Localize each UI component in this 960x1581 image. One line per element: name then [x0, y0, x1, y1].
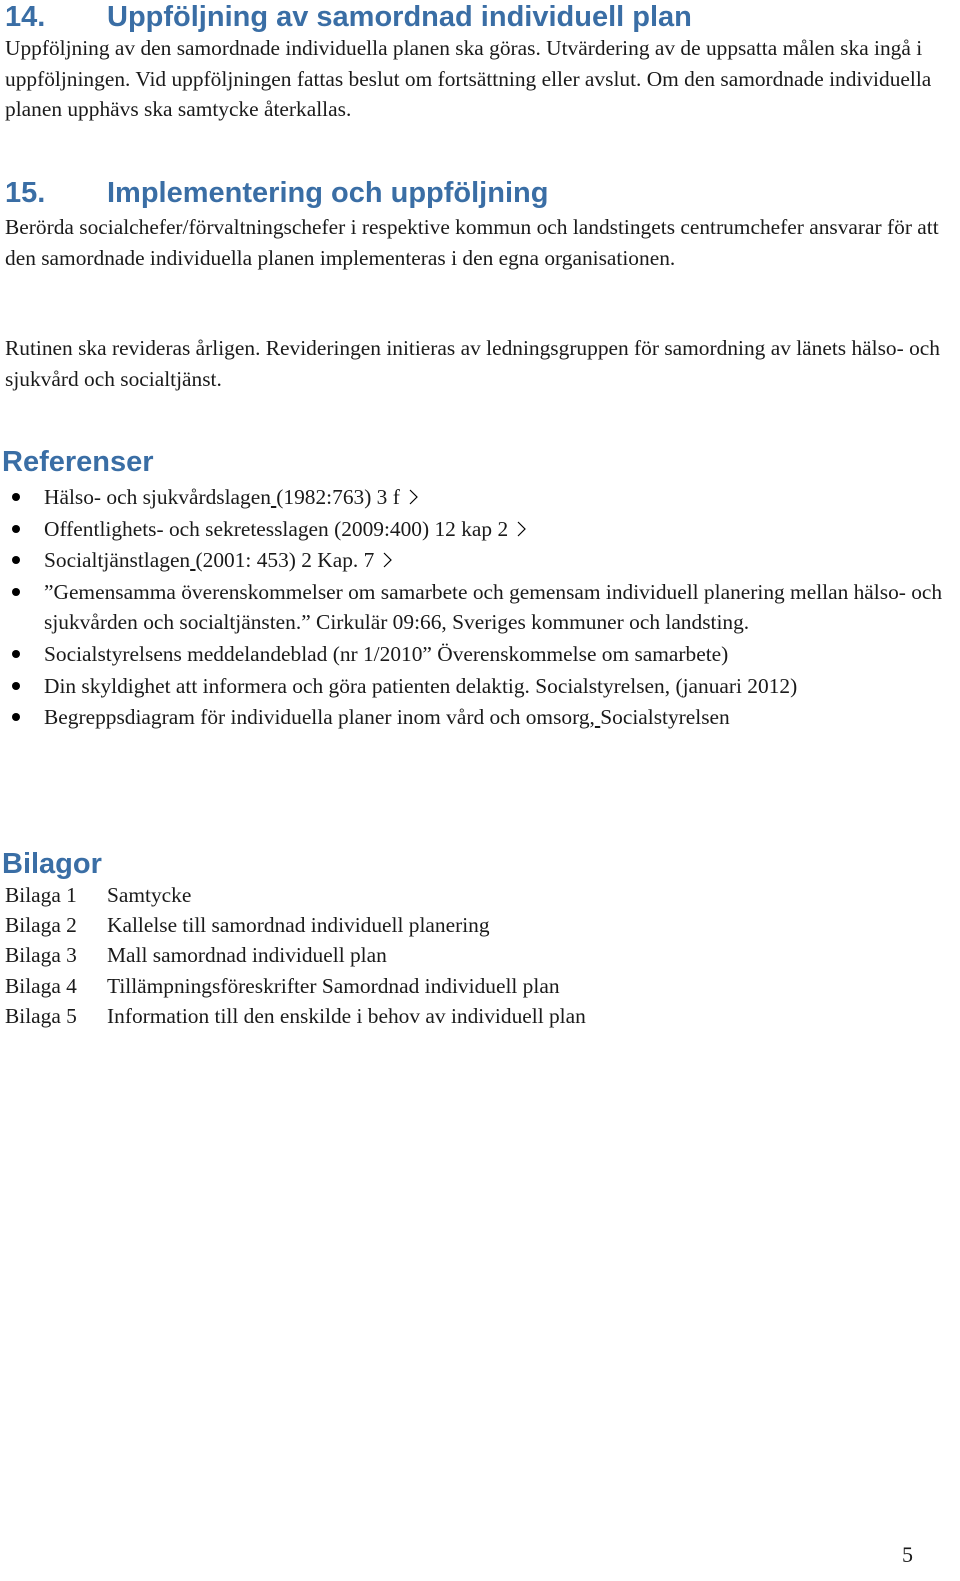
attachment-row — [5, 880, 586, 910]
bullet-icon — [12, 525, 20, 533]
reference-rest: (1982:763) 3 f — [276, 485, 400, 509]
section-15-number: 15. — [5, 177, 46, 209]
section-15-body-1: Berörda socialchefer/förvaltningschefer i respektive kommun och landstingets centrumchefer ansvarar för att den samordnade individuella planen implementeras i den egna organisationen. — [5, 215, 939, 270]
reference-text: Din skyldighet att informera och göra patienten delaktig. Socialstyrelsen, (januari 2012) — [44, 673, 798, 698]
attachment-title: Samtycke — [107, 883, 192, 907]
reference-item — [0, 671, 950, 702]
reference-item — [0, 545, 950, 576]
attachment-label: Bilaga 1 — [5, 883, 77, 907]
attachment-label: Bilaga 2 — [5, 913, 77, 938]
attachment-row — [5, 1001, 586, 1031]
attachment-row — [5, 971, 586, 1001]
bullet-icon — [12, 650, 20, 658]
reference-rest: Socialstyrelsen — [600, 705, 730, 730]
attachment-title: Information till den enskilde i behov av individuell plan — [107, 1003, 586, 1028]
section-mark-icon — [408, 487, 419, 507]
attachments-list — [5, 880, 586, 1031]
section-15-title: Implementering och uppföljning — [107, 177, 549, 209]
reference-text: ”Gemensamma överenskommelser om samarbete och gemensam individuell planering mellan hälso- och sjukvården och socialtjänsten.” Cirkulär 09:66, Sveriges kommuner och landsting. — [44, 579, 943, 635]
section-15-body-2: Rutinen ska revideras årligen. Revideringen initieras av ledningsgruppen för samordning av länets hälso- och sjukvård och socialtjänst. — [5, 336, 940, 391]
reference-item — [0, 577, 950, 638]
bullet-icon — [12, 493, 20, 501]
attachment-title: Tillämpningsföreskrifter Samordnad individuell plan — [107, 973, 560, 998]
reference-text: Offentlighets- och sekretesslagen (2009:400) 12 kap 2 — [44, 516, 509, 541]
attachment-title: Kallelse till samordnad individuell planering — [107, 913, 490, 938]
reference-rest: (2001: 453) 2 Kap. 7 — [195, 548, 375, 573]
attachment-label: Bilaga 4 — [5, 973, 77, 998]
references-list — [0, 482, 950, 734]
section-14-title: Uppföljning av samordnad individuell plan — [107, 1, 692, 33]
attachment-title: Mall samordnad individuell plan — [107, 943, 387, 968]
attachments-heading: Bilagor — [2, 848, 102, 880]
reference-text: Socialtjänstlagen — [44, 548, 191, 573]
bullet-icon — [12, 556, 20, 564]
references-heading: Referenser — [2, 446, 154, 478]
reference-item — [0, 702, 950, 733]
attachment-row — [5, 940, 586, 970]
section-14-number: 14. — [5, 1, 46, 33]
section-15-heading — [5, 176, 548, 210]
attachment-row — [5, 910, 586, 940]
bullet-icon — [12, 682, 20, 690]
reference-text: Socialstyrelsens meddelandeblad (nr 1/2010” Överenskommelse om samarbete) — [44, 641, 729, 666]
page-number: 5 — [902, 1542, 913, 1567]
section-mark-icon — [382, 550, 393, 570]
attachment-label: Bilaga 5 — [5, 1003, 77, 1028]
reference-item — [0, 482, 950, 513]
section-mark-icon — [516, 519, 527, 539]
reference-text: Hälso- och sjukvårdslagen — [44, 485, 271, 509]
bullet-icon — [12, 713, 20, 721]
reference-item — [0, 514, 950, 545]
reference-item — [0, 639, 950, 670]
reference-text: Begreppsdiagram för individuella planer inom vård och omsorg, — [44, 705, 595, 730]
section-14-heading — [5, 0, 692, 34]
section-14-body: Uppföljning av den samordnade individuella planen ska göras. Utvärdering av de uppsatta målen ska ingå i uppföljningen. Vid uppföljningen fattas beslut om fortsättning eller avslut. Om den samordnade individuella planen upphävs ska samtycke återkallas. — [5, 36, 932, 122]
bullet-icon — [12, 588, 20, 596]
attachment-label: Bilaga 3 — [5, 943, 77, 968]
